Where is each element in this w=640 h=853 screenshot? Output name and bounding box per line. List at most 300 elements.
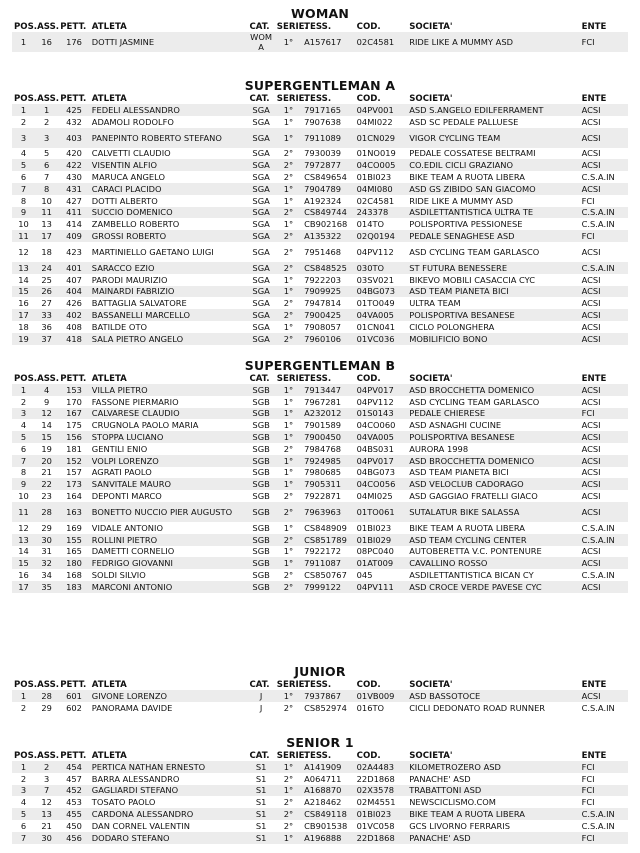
table-row	[12, 242, 628, 262]
table-cell: POLISPORTIVA BESANESE	[407, 309, 579, 321]
table-cell: 16	[35, 32, 58, 52]
table-cell: 7900425	[302, 309, 355, 321]
table-cell: 5	[12, 808, 35, 820]
table-cell: 601	[58, 690, 90, 702]
column-header: SERIE.	[276, 750, 308, 761]
table-cell: SGB	[247, 455, 274, 467]
table-cell: 401	[58, 262, 90, 274]
table-cell: 26	[35, 286, 58, 298]
table-cell: SGB	[252, 570, 270, 581]
table-cell: SGA	[247, 262, 274, 274]
column-header: ATLETA	[91, 750, 127, 761]
table-cell: BIKE TEAM A RUOTA LIBERA	[407, 808, 579, 820]
table-cell: 21	[41, 467, 52, 478]
table-cell: 7984768	[304, 443, 342, 454]
header-row	[12, 750, 628, 761]
table-cell: 153	[58, 384, 90, 396]
table-cell: 156	[58, 431, 90, 443]
table-row	[12, 419, 628, 431]
table-row	[12, 467, 628, 479]
column-header: SOCIETA'	[409, 373, 453, 384]
column-header: CAT.	[249, 750, 270, 761]
table-row	[12, 557, 628, 569]
table-cell: 432	[66, 116, 82, 127]
table-cell: 030TO	[355, 262, 408, 274]
table-row	[12, 183, 628, 195]
table-cell: CS852974	[304, 702, 347, 713]
table-cell: 9	[44, 396, 50, 407]
table-cell: 420	[66, 148, 82, 159]
table-cell: 14	[41, 420, 52, 431]
table-cell: VISENTIN ALFIO	[90, 159, 248, 171]
table-cell: 164	[66, 491, 82, 502]
table-cell: 8	[20, 195, 27, 206]
table-row	[12, 128, 628, 148]
table-row	[12, 690, 628, 702]
table-cell: 2°	[275, 230, 302, 242]
table-cell: 1°	[283, 219, 294, 230]
table-cell: MARCONI ANTONIO	[90, 581, 248, 593]
column-header: ATLETA	[91, 21, 127, 32]
results-table	[12, 750, 628, 844]
table-cell: ACSI	[581, 321, 601, 332]
table-cell: 404	[58, 286, 90, 298]
table-cell: 426	[66, 298, 82, 309]
table-row	[12, 546, 628, 558]
table-cell: 414	[66, 219, 82, 230]
table-cell: 01BI023	[355, 808, 408, 820]
section-title: SENIOR 1	[286, 735, 354, 750]
table-cell: 181	[66, 443, 82, 454]
table-cell: VILLA PIETRO	[90, 384, 248, 396]
table-cell: SGA	[247, 230, 274, 242]
table-cell: BIKEVO MOBILI CASACCIA CYC	[409, 274, 536, 285]
table-cell: 8	[35, 183, 58, 195]
table-cell: SANVITALE MAURO	[90, 478, 248, 490]
table-cell: 2°	[283, 148, 294, 159]
table-cell: 1°	[275, 128, 302, 148]
table-cell: ACSI	[581, 396, 601, 407]
table-cell: SGB	[247, 581, 274, 593]
header-row	[12, 679, 628, 690]
table-cell: 01VC036	[355, 333, 408, 345]
table-cell: CS848525	[302, 262, 355, 274]
table-cell: PEDALE SENAGHESE ASD	[407, 230, 579, 242]
table-cell: 30	[35, 534, 58, 546]
table-cell: CALVETTI CLAUDIO	[91, 148, 171, 159]
table-cell: 157	[66, 467, 82, 478]
table-cell: 22D1868	[355, 832, 408, 844]
table-cell: 4	[20, 148, 27, 159]
table-cell: CS851789	[302, 534, 355, 546]
table-cell: 04BG073	[356, 467, 396, 478]
table-cell: SGA	[252, 195, 270, 206]
table-cell: 11	[12, 502, 35, 522]
table-cell: 29	[41, 702, 52, 713]
table-cell: 152	[58, 455, 90, 467]
table-cell: C.S.A.IN	[581, 570, 615, 581]
table-cell: 3	[12, 128, 35, 148]
table-cell: 7905311	[302, 478, 355, 490]
table-cell: 3	[35, 128, 58, 148]
column-header: COD.	[356, 750, 381, 761]
table-cell: 01BI023	[356, 172, 392, 183]
table-cell: 7913447	[302, 384, 355, 396]
table-cell: GENTILI ENIO	[91, 443, 148, 454]
table-cell: S1	[255, 820, 267, 831]
table-cell: 425	[58, 104, 90, 116]
table-cell: 7937867	[302, 690, 355, 702]
table-cell: 10	[41, 195, 52, 206]
table-cell: 2	[20, 773, 27, 784]
table-cell: CALVARESE CLAUDIO	[90, 408, 248, 420]
table-cell: SUCCIO DOMENICO	[90, 207, 248, 219]
table-cell: 01CN041	[356, 321, 396, 332]
table-row	[12, 431, 628, 443]
table-cell: 14	[18, 546, 29, 557]
column-header: PETT.	[60, 21, 87, 32]
table-cell: 19	[12, 333, 35, 345]
column-header: PETT.	[60, 93, 87, 104]
table-cell: FEDRIGO GIOVANNI	[90, 557, 248, 569]
table-cell: 2°	[275, 333, 302, 345]
column-header: COD.	[356, 679, 381, 690]
table-cell: 22D1868	[356, 773, 395, 784]
table-cell: ACSI	[580, 159, 628, 171]
table-cell: FCI	[580, 832, 628, 844]
table-cell: 1°	[283, 420, 294, 431]
table-cell: 1°	[275, 104, 302, 116]
table-cell: 1°	[283, 522, 294, 533]
table-cell: ASDILETTANTISTICA BICAN CY	[409, 570, 534, 581]
table-cell: SALA PIETRO ANGELO	[90, 333, 248, 345]
table-cell: C.S.A.IN	[580, 534, 628, 546]
table-cell: A064711	[304, 773, 342, 784]
table-cell: A157617	[302, 32, 355, 52]
table-cell: CARACI PLACIDO	[90, 183, 248, 195]
table-cell: 2	[44, 116, 50, 127]
table-cell: 173	[58, 478, 90, 490]
table-cell: 2°	[275, 207, 302, 219]
table-cell: 422	[58, 159, 90, 171]
column-header: ENTE	[581, 93, 607, 104]
table-cell: ACSI	[580, 286, 628, 298]
table-cell: 1°	[275, 761, 302, 773]
table-cell: 169	[66, 522, 82, 533]
column-header: ENTE	[581, 679, 607, 690]
table-cell: C.S.A.IN	[581, 219, 615, 230]
column-header: SERIE.	[276, 21, 308, 32]
table-cell: ZAMBELLO ROBERTO	[91, 219, 180, 230]
table-cell: DOTTI JASMINE	[90, 32, 248, 52]
column-header: ASS.	[37, 750, 60, 761]
table-cell: 602	[66, 702, 82, 713]
table-cell: ASD ASNAGHI CUCINE	[409, 420, 502, 431]
table-cell: VIDALE ANTONIO	[91, 522, 163, 533]
section-woman	[12, 6, 628, 52]
table-cell: 11	[35, 207, 58, 219]
table-cell: CS848909	[304, 522, 347, 533]
table-cell: 1°	[283, 321, 294, 332]
table-cell: 4	[35, 384, 58, 396]
table-cell: 2°	[283, 172, 294, 183]
table-cell: SGB	[247, 534, 274, 546]
table-cell: 430	[66, 172, 82, 183]
table-cell: ASD CROCE VERDE PAVESE CYC	[407, 581, 579, 593]
table-cell: 7	[35, 785, 58, 797]
table-cell: C.S.A.IN	[581, 702, 615, 713]
table-cell: SGB	[247, 431, 274, 443]
table-cell: 17	[35, 230, 58, 242]
table-cell: 423	[66, 246, 82, 257]
table-cell: PEDALE CHIERESE	[407, 408, 579, 420]
table-cell: 01S0143	[355, 408, 408, 420]
column-header: CAT.	[249, 679, 270, 690]
table-cell: PANACHE' ASD	[409, 773, 471, 784]
table-cell: CICLI DEDONATO ROAD RUNNER	[409, 702, 546, 713]
table-cell: SGA	[247, 207, 274, 219]
table-cell: SGA	[247, 159, 274, 171]
table-row	[12, 148, 628, 160]
header-row	[12, 21, 628, 32]
table-cell: POLISPORTIVA BESANESE	[407, 431, 579, 443]
table-row	[12, 309, 628, 321]
table-cell: 6	[20, 443, 27, 454]
table-cell: 2°	[283, 491, 294, 502]
table-cell: CS850767	[304, 570, 347, 581]
table-row	[12, 478, 628, 490]
table-cell: 168	[66, 570, 82, 581]
table-cell: SGB	[247, 478, 274, 490]
table-cell: 3	[12, 408, 35, 420]
table-cell: 04VA005	[355, 309, 408, 321]
table-cell: 5	[12, 159, 35, 171]
table-cell: GROSSI ROBERTO	[90, 230, 248, 242]
column-header: PETT.	[60, 679, 87, 690]
table-cell: VIGOR CYCLING TEAM	[407, 128, 579, 148]
section-senior-1	[12, 735, 628, 844]
table-cell: SGA	[247, 104, 274, 116]
table-cell: 456	[58, 832, 90, 844]
table-cell: 165	[66, 546, 82, 557]
table-cell: 13	[12, 534, 35, 546]
table-cell: PARODI MAURIZIO	[91, 274, 168, 285]
table-cell: 180	[58, 557, 90, 569]
table-cell: TRABATTONI ASD	[407, 785, 579, 797]
table-cell: 30	[35, 832, 58, 844]
table-cell: 7	[12, 183, 35, 195]
table-cell: SGB	[252, 546, 270, 557]
table-cell: 24	[35, 262, 58, 274]
table-cell: 03SV021	[356, 274, 394, 285]
table-row	[12, 832, 628, 844]
table-row	[12, 443, 628, 455]
table-cell: 1°	[283, 274, 294, 285]
table-cell: SGB	[252, 420, 270, 431]
table-cell: 2	[20, 702, 27, 713]
table-cell: 1°	[275, 286, 302, 298]
table-cell: ASD BROCCHETTA DOMENICO	[407, 384, 579, 396]
table-cell: 170	[66, 396, 82, 407]
table-cell: 1°	[275, 690, 302, 702]
table-cell: 10	[18, 491, 29, 502]
table-cell: 7911089	[302, 128, 355, 148]
table-cell: BATTAGLIA SALVATORE	[91, 298, 187, 309]
table-cell: DEPONTI MARCO	[91, 491, 162, 502]
table-cell: ACSI	[580, 333, 628, 345]
table-cell: MOBILIFICIO BONO	[407, 333, 579, 345]
table-cell: ASD BASSOTOCE	[407, 690, 579, 702]
table-cell: 20	[35, 455, 58, 467]
table-cell: BONETTO NUCCIO PIER AUGUSTO	[90, 502, 248, 522]
table-cell: 2°	[283, 443, 294, 454]
table-cell: 454	[58, 761, 90, 773]
table-cell: S1	[255, 797, 267, 808]
table-row	[12, 808, 628, 820]
table-cell: 452	[58, 785, 90, 797]
table-cell: 183	[58, 581, 90, 593]
table-cell: 33	[35, 309, 58, 321]
table-cell: FCI	[581, 773, 595, 784]
table-cell: GCS LIVORNO FERRARIS	[409, 820, 510, 831]
table-cell: A135322	[302, 230, 355, 242]
column-header: SOCIETA'	[409, 750, 453, 761]
column-header: SOCIETA'	[409, 93, 453, 104]
table-cell: 1°	[275, 785, 302, 797]
table-cell: FCI	[580, 761, 628, 773]
table-cell: ST FUTURA BENESSERE	[407, 262, 579, 274]
table-cell: 01BI023	[356, 522, 392, 533]
table-cell: ACSI	[581, 116, 601, 127]
table-cell: SGA	[247, 309, 274, 321]
table-cell: ASD S.ANGELO EDILFERRAMENT	[407, 104, 579, 116]
table-cell: 1°	[275, 408, 302, 420]
table-cell: 1	[12, 32, 35, 52]
table-cell: ACSI	[581, 491, 601, 502]
table-cell: 2°	[275, 159, 302, 171]
table-cell: 7980685	[304, 467, 342, 478]
table-cell: 3	[12, 785, 35, 797]
column-header: ENTE	[581, 750, 607, 761]
column-header: ATLETA	[91, 93, 127, 104]
table-cell: FASSONE PIERMARIO	[91, 396, 179, 407]
table-cell: 04PV017	[355, 455, 408, 467]
table-cell: 7967281	[304, 396, 342, 407]
table-cell: ACSI	[580, 384, 628, 396]
table-cell: 19	[41, 443, 52, 454]
table-cell: SGB	[252, 522, 270, 533]
header-row	[12, 373, 628, 384]
table-cell: C.S.A.IN	[580, 262, 628, 274]
table-cell: ACSI	[581, 298, 601, 309]
table-cell: VOLPI LORENZO	[90, 455, 248, 467]
table-cell: 12	[35, 408, 58, 420]
table-cell: CS849654	[304, 172, 347, 183]
table-cell: 01TO061	[355, 502, 408, 522]
table-cell: 28	[35, 690, 58, 702]
table-cell: 7904789	[302, 183, 355, 195]
table-cell: 11	[12, 230, 35, 242]
column-header: TESS.	[304, 679, 332, 690]
table-cell: 04MI022	[356, 116, 393, 127]
table-cell: 9	[12, 478, 35, 490]
table-cell: 01VB009	[355, 690, 408, 702]
table-cell: ACSI	[580, 309, 628, 321]
table-cell: 2°	[275, 534, 302, 546]
table-cell: 7	[12, 832, 35, 844]
table-cell: CB902168	[304, 219, 348, 230]
table-cell: SGA	[252, 274, 270, 285]
table-cell: 5	[12, 431, 35, 443]
table-cell: ACSI	[581, 546, 601, 557]
table-cell: 2°	[275, 808, 302, 820]
column-header: ATLETA	[91, 373, 127, 384]
table-cell: GAGLIARDI STEFANO	[90, 785, 248, 797]
table-cell: AGRATI PAOLO	[91, 467, 152, 478]
section-title: JUNIOR	[294, 664, 346, 679]
table-row	[12, 333, 628, 345]
table-cell: 02C4581	[355, 32, 408, 52]
table-cell: 403	[58, 128, 90, 148]
table-cell: SGB	[247, 557, 274, 569]
table-cell: 2°	[283, 570, 294, 581]
table-cell: 7951468	[304, 246, 342, 257]
table-cell: 1	[12, 690, 35, 702]
table-cell: 5	[44, 148, 50, 159]
table-cell: 04CO056	[355, 478, 408, 490]
section-supergentleman-a	[12, 78, 628, 345]
column-header: PETT.	[60, 750, 87, 761]
column-header: ENTE	[581, 21, 607, 32]
table-cell: 04MI025	[356, 491, 393, 502]
table-cell: CICLO POLONGHERA	[409, 321, 495, 332]
table-cell: 1°	[283, 546, 294, 557]
table-cell: FCI	[580, 230, 628, 242]
table-cell: ASD GS ZIBIDO SAN GIACOMO	[407, 183, 579, 195]
table-cell: CB901538	[304, 820, 348, 831]
table-cell: FCI	[581, 195, 595, 206]
table-cell: A196888	[302, 832, 355, 844]
table-cell: 02C4581	[356, 195, 395, 206]
table-cell: SOLDI SILVIO	[91, 570, 146, 581]
table-cell: 7960106	[302, 333, 355, 345]
table-cell: 04MI080	[355, 183, 408, 195]
table-cell: 1°	[275, 431, 302, 443]
table-cell: 17	[12, 309, 35, 321]
table-cell: 02Q0194	[355, 230, 408, 242]
table-cell: 7	[12, 455, 35, 467]
table-cell: A192324	[304, 195, 342, 206]
table-cell: 01AT009	[355, 557, 408, 569]
table-cell: SGB	[247, 384, 274, 396]
table-row	[12, 274, 628, 286]
table-cell: STOPPA LUCIANO	[90, 431, 248, 443]
column-header: ASS.	[37, 93, 60, 104]
table-cell: 7972877	[302, 159, 355, 171]
table-cell: CRUGNOLA PAOLO MARIA	[91, 420, 199, 431]
table-cell: 01TO049	[356, 298, 395, 309]
table-cell: DOTTI ALBERTO	[91, 195, 158, 206]
table-cell: ACSI	[580, 104, 628, 116]
column-header: CAT.	[249, 93, 270, 104]
table-cell: 04PV017	[355, 384, 408, 396]
table-cell: ASD TEAM PIANETA BICI	[409, 467, 509, 478]
table-cell: 15	[12, 557, 35, 569]
table-cell: SGA	[252, 219, 270, 230]
table-cell: 1°	[275, 32, 302, 52]
table-cell: ACSI	[581, 443, 601, 454]
table-cell: 10	[18, 219, 29, 230]
